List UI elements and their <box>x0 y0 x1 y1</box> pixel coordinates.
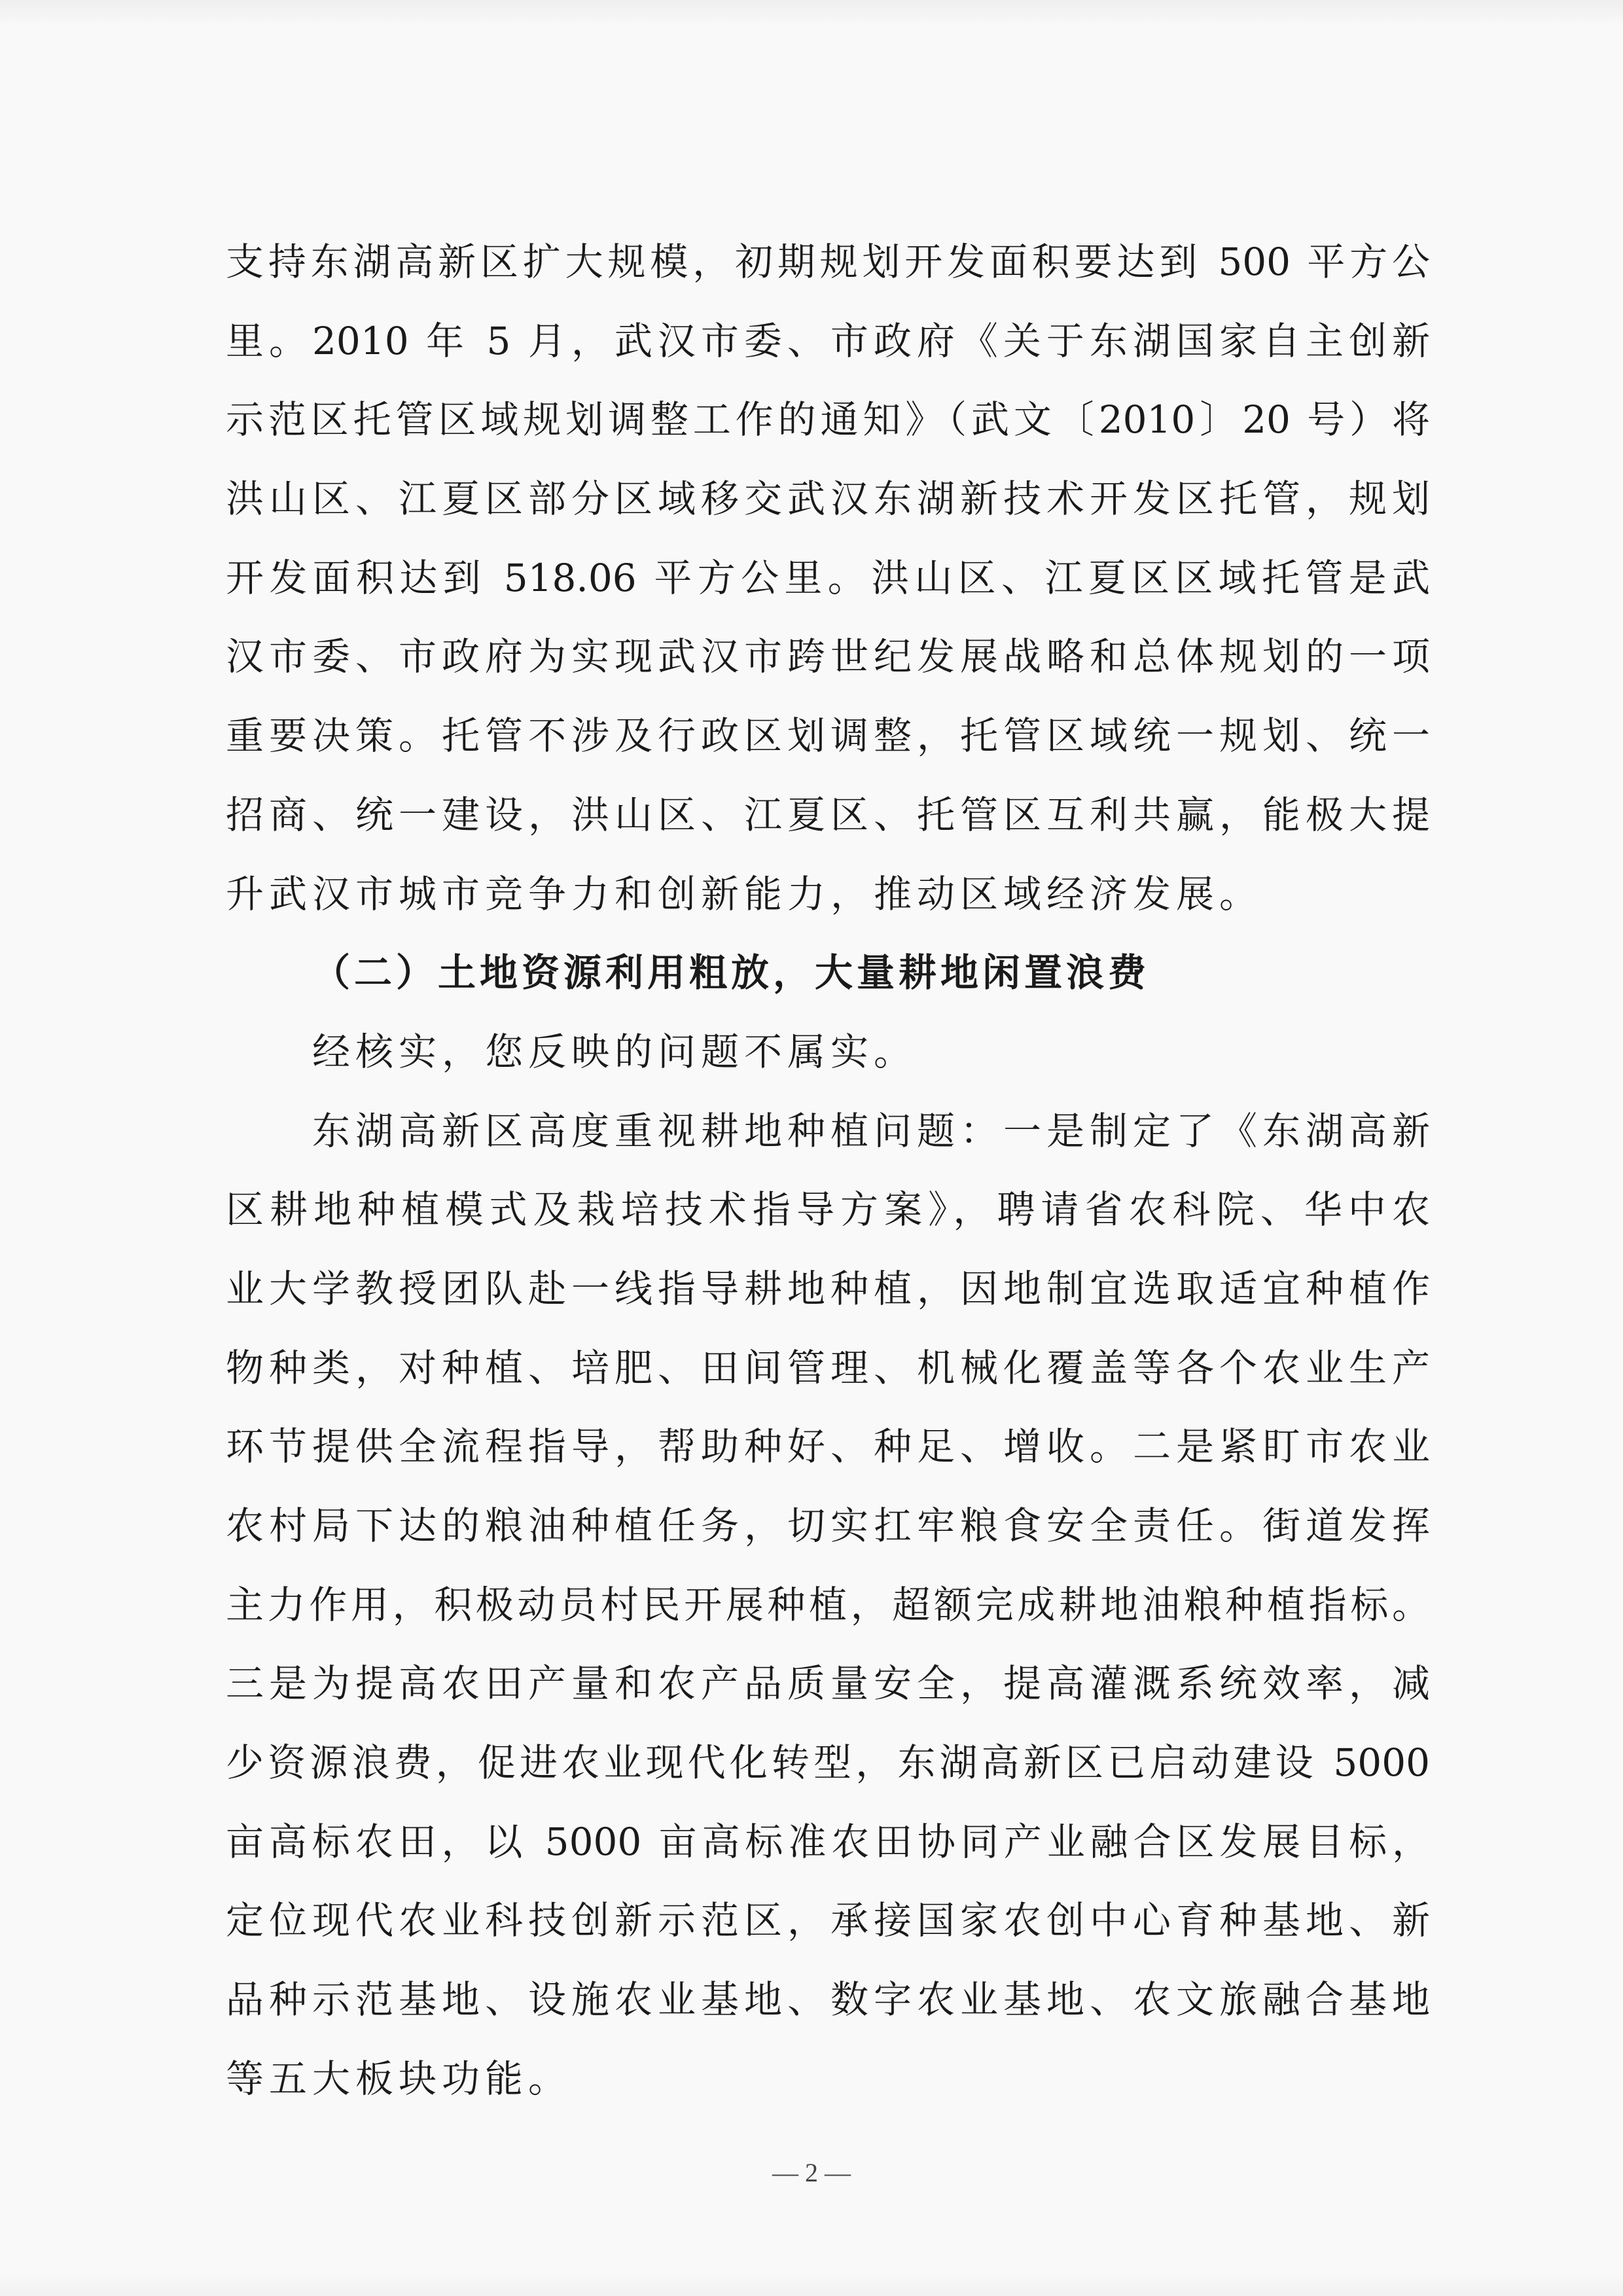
paragraph-line: 洪山区、江夏区部分区域移交武汉东湖新技术开发区托管，规划 <box>226 476 1430 522</box>
finding-statement: 经核实，您反映的问题不属实。 <box>312 1029 918 1074</box>
paragraph-line: 主力作用，积极动员村民开展种植，超额完成耕地油粮种植指标。 <box>226 1582 1430 1627</box>
paragraph-line: 定位现代农业科技创新示范区，承接国家农创中心育种基地、新 <box>226 1898 1430 1943</box>
paragraph-line: 示范区托管区域规划调整工作的通知》（武文〔2010〕20 号）将 <box>226 397 1430 442</box>
paragraph-line: 招商、统一建设，洪山区、江夏区、托管区互利共赢，能极大提 <box>226 792 1430 837</box>
paragraph-line: 支持东湖高新区扩大规模，初期规划开发面积要达到 500 平方公 <box>226 240 1430 284</box>
paragraph-line: 亩高标农田，以 5000 亩高标准农田协同产业融合区发展目标， <box>226 1819 1430 1864</box>
section-heading: （二）土地资源利用粗放，大量耕地闲置浪费 <box>312 950 1150 996</box>
paragraph-line: 业大学教授团队赴一线指导耕地种植，因地制宜选取适宜种植作 <box>226 1266 1430 1311</box>
paragraph-line: 三是为提高农田产量和农产品质量安全，提高灌溉系统效率，减 <box>226 1661 1430 1706</box>
paragraph-line: 环节提供全流程指导，帮助种好、种足、增收。二是紧盯市农业 <box>226 1424 1430 1469</box>
paragraph-line: 少资源浪费，促进农业现代化转型，东湖高新区已启动建设 5000 <box>226 1740 1430 1785</box>
page-number: — 2 — <box>772 2158 851 2187</box>
paragraph-line: 等五大板块功能。 <box>226 2056 572 2101</box>
paragraph-line: 升武汉市城市竞争力和创新能力，推动区域经济发展。 <box>226 871 1263 916</box>
paragraph-line: 物种类，对种植、培肥、田间管理、机械化覆盖等各个农业生产 <box>226 1345 1430 1390</box>
paragraph-line: 里。2010 年 5 月，武汉市委、市政府《关于东湖国家自主创新 <box>226 318 1430 363</box>
paragraph-line: 重要决策。托管不涉及行政区划调整，托管区域统一规划、统一 <box>226 713 1430 759</box>
paragraph-line: 农村局下达的粮油种植任务，切实扛牢粮食安全责任。街道发挥 <box>226 1503 1430 1548</box>
document-body <box>226 223 1430 2119</box>
paragraph-line: 汉市委、市政府为实现武汉市跨世纪发展战略和总体规划的一项 <box>226 634 1430 679</box>
paragraph-line: 品种示范基地、设施农业基地、数字农业基地、农文旅融合基地 <box>226 1977 1430 2022</box>
paragraph-line: 开发面积达到 518.06 平方公里。洪山区、江夏区区域托管是武 <box>226 555 1430 600</box>
paragraph-line: 东湖高新区高度重视耕地种植问题：一是制定了《东湖高新 <box>312 1108 1430 1153</box>
paragraph-line: 区耕地种植模式及栽培技术指导方案》，聘请省农科院、华中农 <box>226 1187 1430 1232</box>
